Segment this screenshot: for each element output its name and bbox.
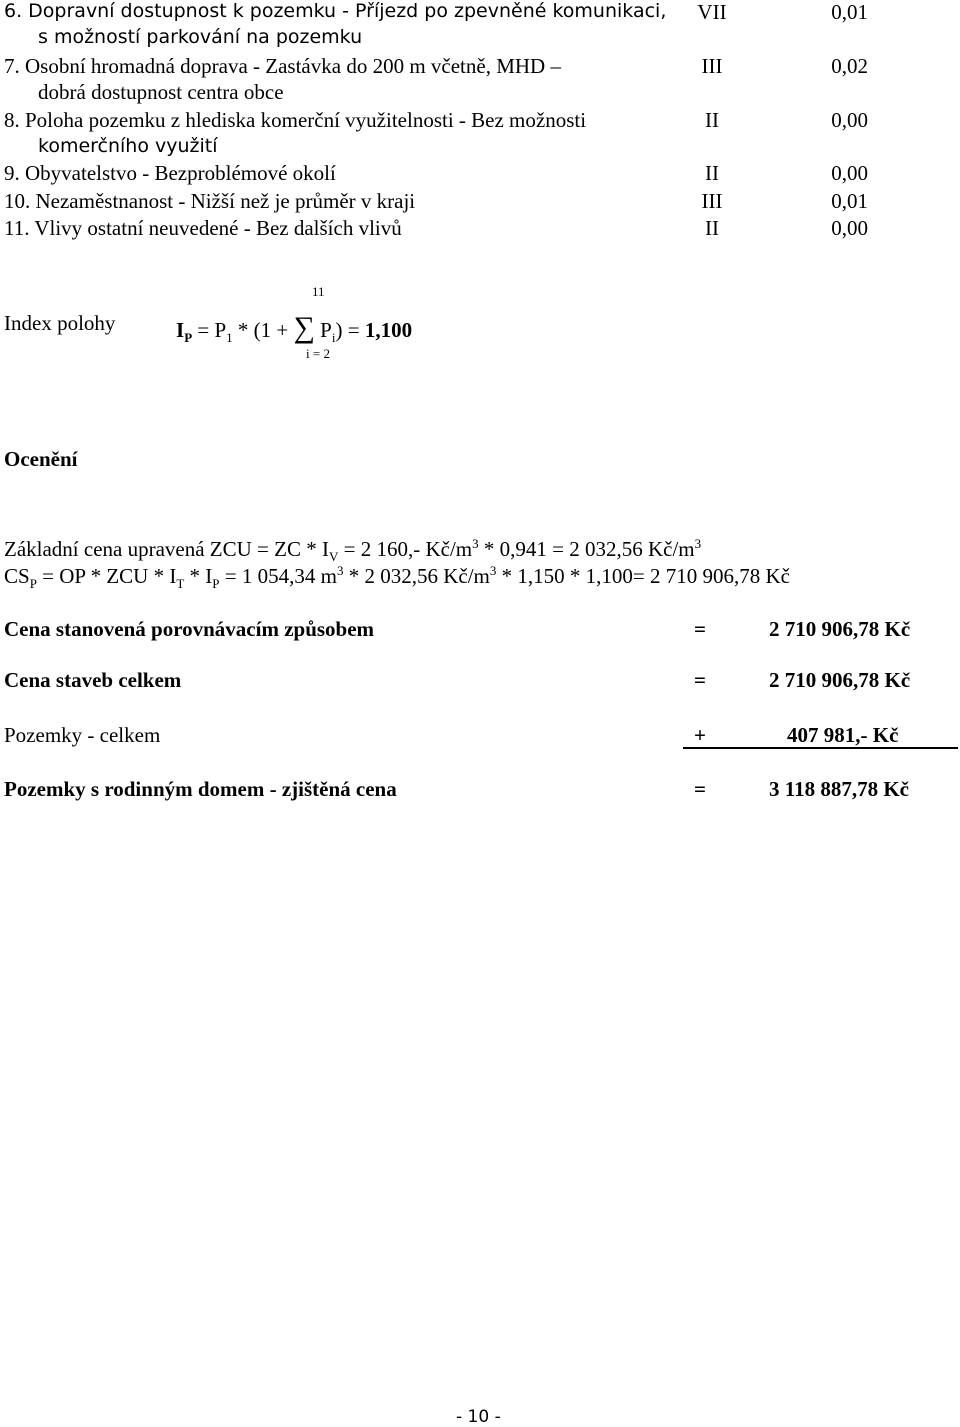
criteria-9-class: II	[705, 161, 719, 185]
oceneni-heading: Ocenění	[4, 447, 78, 471]
criteria-8-line2: komerčního využití	[38, 135, 218, 157]
criteria-8-line1: 8. Poloha pozemku z hlediska komerční využitelnosti - Bez možnosti	[4, 108, 587, 132]
summary-value-2: 2 710 906,78 Kč	[769, 668, 911, 692]
summary-label-1: Cena stanovená porovnávacím způsobem	[4, 617, 375, 641]
criteria-10-line1: 10. Nezaměstnanost - Nižší než je průměr v kraji	[4, 189, 416, 213]
page-number: - 10 -	[456, 1407, 501, 1427]
criteria-9-value: 0,00	[831, 161, 868, 185]
summary-value-4: 3 118 887,78 Kč	[769, 777, 909, 801]
index-label: Index polohy	[4, 311, 116, 335]
criteria-8-value: 0,00	[831, 108, 868, 132]
summary-op-2: =	[694, 668, 706, 692]
criteria-6-line2: s možností parkování na pozemku	[38, 26, 363, 48]
sum-lower-limit: i = 2	[306, 346, 330, 361]
criteria-6-line1: 6. Dopravní dostupnost k pozemku - Příjezd po zpevněné komunikaci,	[4, 0, 667, 22]
summary-op-4: =	[694, 777, 706, 801]
criteria-7-class: III	[701, 54, 723, 78]
criteria-9-line1: 9. Obyvatelstvo - Bezproblémové okolí	[4, 161, 336, 185]
criteria-11-value: 0,00	[831, 216, 868, 240]
criteria-7-value: 0,02	[831, 54, 868, 78]
csp-formula-line: $CS_P$ = OP * ZCU * $I_T * I_P = 1$ 054,34 $m^3 * 2$ 032,56 $Kč/m^3 * 1,150 * 1,100= 2$ 710 906,78 Kč	[4, 563, 790, 592]
sigma-symbol: ∑	[293, 311, 315, 344]
criteria-7-line2: dobrá dostupnost centra obce	[38, 80, 284, 104]
criteria-8-class: II	[705, 108, 719, 132]
criteria-7-line1: 7. Osobní hromadná doprava - Zastávka do 200 m včetně, MHD –	[4, 54, 561, 78]
criteria-10-class: III	[701, 189, 723, 213]
summary-value-1: 2 710 906,78 Kč	[769, 617, 911, 641]
criteria-10-value: 0,01	[831, 189, 868, 213]
criteria-11-line1: 11. Vlivy ostatní neuvedené - Bez dalších vlivů	[4, 216, 402, 240]
zcu-formula-line: Základní cena upravená ZCU = ZC * $I_V = 2$ 160,- $Kč/m^3 * 0,941 = 2$ 032,56 $Kč/m^3$	[4, 536, 702, 565]
summary-value-3: 407 981,- Kč	[787, 723, 899, 747]
summary-label-4: Pozemky s rodinným domem - zjištěná cena	[4, 777, 397, 801]
criteria-6-class: VII	[697, 0, 727, 24]
criteria-11-class: II	[705, 216, 719, 240]
summary-label-2: Cena staveb celkem	[4, 668, 182, 692]
summary-op-1: =	[694, 617, 706, 641]
sum-underline	[683, 747, 958, 749]
index-result: 1,100	[364, 318, 413, 342]
criteria-6-value: 0,01	[831, 0, 868, 24]
sum-upper-limit: 11	[312, 284, 325, 299]
index-formula: $I_P = P_1 * (1$ + ∑ $P_i) = 1,100$	[176, 311, 413, 346]
summary-label-3: Pozemky - celkem	[4, 723, 161, 747]
summary-op-3: +	[694, 723, 706, 747]
